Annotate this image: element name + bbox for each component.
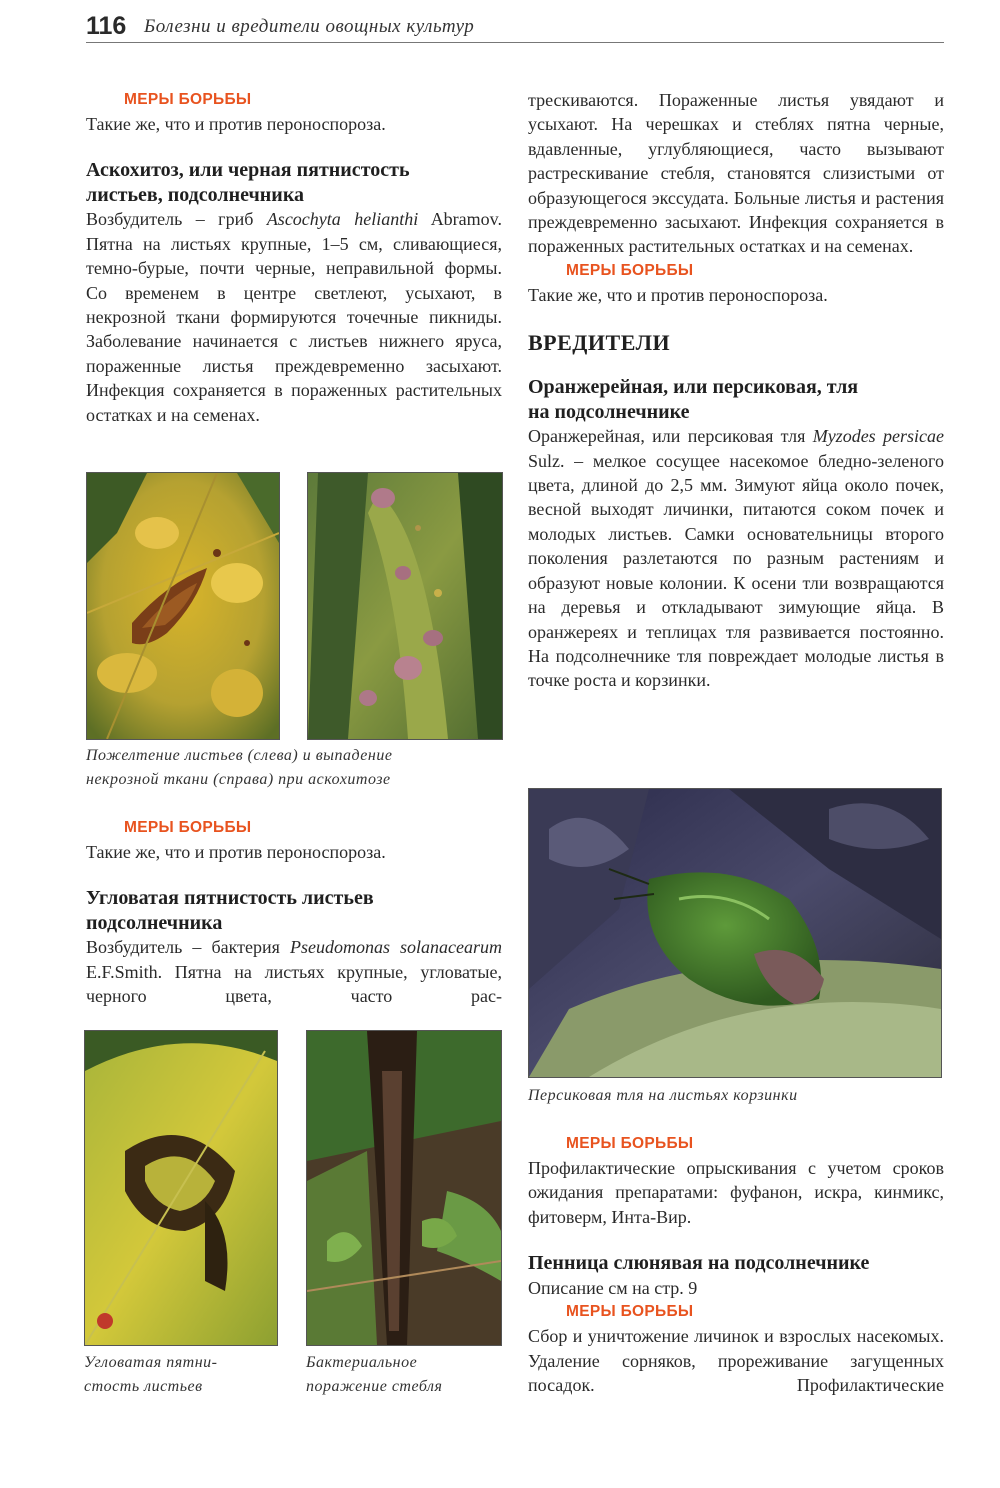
angular-text: Возбудитель – бактерия Pseudomonas solanacearum E.F.Smith. Пятна на листьях крупные, угловатые, черного цвета, часто рас-	[86, 937, 503, 1007]
continued-text: трескиваются. Пораженные листья увядают и усыхают. На черешках и стеблях пятна черные, вдавленные, углубляющиеся, часто вызывают растрескивание стебля, становятся слизистыми от образующегося экссудата. Больные листья и растения преждевременно засыхают. Инфекция сохраняется в пораженных растительных остатках и на семенах.	[528, 90, 944, 257]
left-column-top	[86, 88, 502, 427]
measures-text: Такие же, что и против пероноспороза.	[86, 842, 386, 862]
aphid-title: Оранжерейная, или персиковая, тля на подсолнечнике	[528, 376, 859, 423]
caption-angular-leaf: Угловатая пятни- стость листьев	[84, 1354, 218, 1395]
photo-leaf-yellowing	[86, 472, 280, 740]
caption-ascochyta: Пожелтение листьев (слева) и выпадение некрозной ткани (справа) при аскохитозе	[86, 747, 393, 788]
caption-stem: Бактериальное поражение стебля	[306, 1354, 443, 1395]
photo-aphid	[528, 788, 942, 1078]
section-title-pests: ВРЕДИТЕЛИ	[528, 330, 671, 356]
measures-text: Такие же, что и против пероноспороза.	[86, 114, 386, 134]
right-column-top	[528, 88, 944, 693]
angular-title: Угловатая пятнистость листьев подсолнечника	[86, 887, 374, 934]
ascochyta-text: Возбудитель – гриб Ascochyta helianthi Abramov. Пятна на листьях крупные, 1–5 см, сливающиеся, темно-бурые, почти черные, неправильной формы. Со временем в центре светлеют, усыхают, в некрозной ткани формируются точечные пикниды. Заболевание начинается с листьев нижнего яруса, пораженные листья преждевременно засыхают. Инфекция сохраняется в пораженных растительных остатках и на семенах.	[86, 209, 503, 425]
measures-text: Сбор и уничтожение личинок и взрослых насекомых. Удаление сорняков, прореживание загущенных посадок. Профилактические	[528, 1326, 944, 1395]
ascochyta-title: Аскохитоз, или черная пятнистость листьев, подсолнечника	[86, 159, 410, 206]
measures-heading: МЕРЫ БОРЬБЫ	[124, 819, 252, 836]
photo-stem-damage	[306, 1030, 502, 1346]
running-title: Болезни и вредители овощных культур	[144, 16, 475, 37]
page-number: 116	[86, 12, 127, 40]
aphid-text: Оранжерейная, или персиковая тля Myzodes persicae Sulz. – мелкое сосущее насекомое бледно-зеленого цвета, длиной до 2,5 мм. Зимуют яйца около почек, весной выходят личинки, питаются соком почек и молодых листьев. Самки основательницы второго поколения разлетаются по разным растениям и образуют новые колонии. К осени тли возвращаются на деревья и откладывают зимующие яйца. В оранжереях и теплицах тля развивается постоянно. На подсолнечнике тля повреждает молодые листья в точке роста и корзинки.	[528, 426, 944, 691]
photo-angular-spot	[84, 1030, 278, 1346]
left-column-middle	[86, 816, 502, 1009]
measures-text: Профилактические опрыскивания с учетом сроков ожидания препаратами: фуфанон, искра, кинмикс, фитоверм, Инта-Вир.	[528, 1158, 944, 1227]
measures-heading: МЕРЫ БОРЬБЫ	[124, 91, 252, 108]
measures-heading: МЕРЫ БОРЬБЫ	[566, 1303, 694, 1321]
photo-leaf-necrosis	[307, 472, 503, 740]
measures-heading: МЕРЫ БОРЬБЫ	[566, 261, 694, 279]
spittlebug-title: Пенница слюнявая на подсолнечнике	[528, 1252, 870, 1275]
spittlebug-desc: Описание см на стр. 9	[528, 1277, 698, 1298]
measures-heading: МЕРЫ БОРЬБЫ	[566, 1135, 694, 1152]
right-column-bottom	[528, 1132, 944, 1397]
caption-aphid: Персиковая тля на листьях корзинки	[528, 1087, 798, 1104]
measures-text: Такие же, что и против пероноспороза.	[528, 284, 828, 305]
page-header	[86, 12, 944, 43]
